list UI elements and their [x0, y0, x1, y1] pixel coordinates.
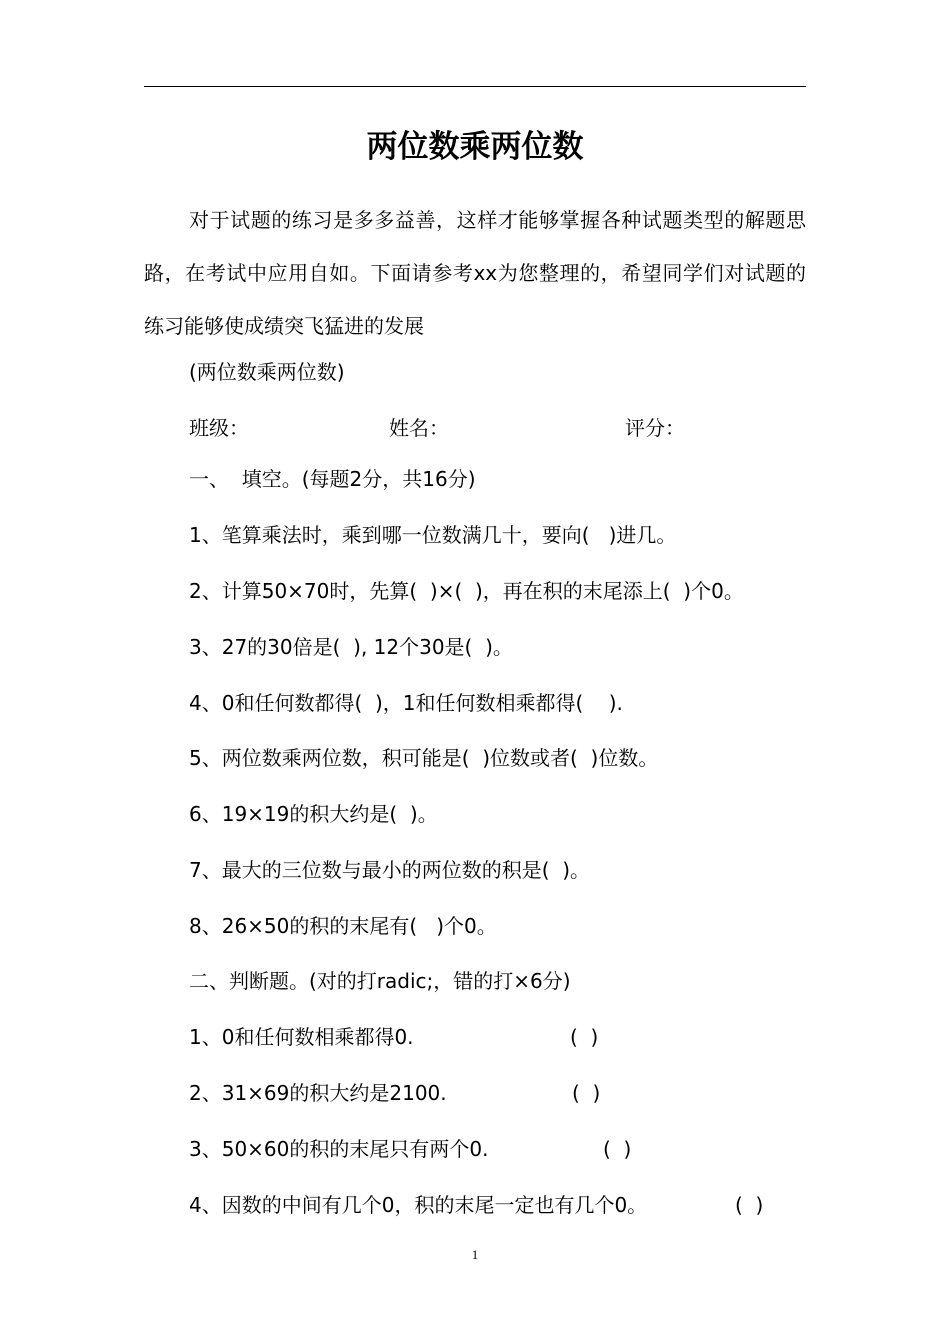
fill-question: 1、笔算乘法时，乘到哪一位数满几十，要向( )进几。 — [189, 523, 677, 547]
subtitle: (两位数乘两位数) — [189, 360, 345, 384]
judge-question: 2、31×69的积大约是2100. — [189, 1081, 447, 1105]
intro-paragraph: 对于试题的练习是多多益善，这样才能够掌握各种试题类型的解题思路，在考试中应用自如。下面请参考xx为您整理的，希望同学们对试题的练习能够使成绩突飞猛进的发展 — [144, 208, 806, 338]
fill-question: 3、27的30倍是( ), 12个30是( )。 — [189, 635, 513, 659]
judge-question: 1、0和任何数相乘都得0. — [189, 1025, 414, 1049]
document-title: 两位数乘两位数 — [366, 129, 584, 165]
judge-answer-paren: ( ) — [570, 1025, 599, 1049]
fill-question: 6、19×19的积大约是( )。 — [189, 802, 438, 826]
section2-heading: 二、判断题。(对的打radic;，错的打×6分) — [189, 969, 571, 993]
fill-question: 2、计算50×70时，先算( )×( )，再在积的末尾添上( )个0。 — [189, 579, 744, 603]
judge-answer-paren: ( ) — [735, 1193, 764, 1217]
judge-question: 3、50×60的积的末尾只有两个0. — [189, 1137, 489, 1161]
section1-heading: 一、 填空。(每题2分，共16分) — [189, 467, 476, 491]
judge-answer-paren: ( ) — [603, 1137, 632, 1161]
page-number: 1 — [471, 1247, 479, 1262]
header-rule — [144, 86, 806, 87]
class-label: 班级： — [189, 416, 249, 440]
score-label: 评分： — [625, 416, 685, 440]
name-label: 姓名： — [389, 416, 449, 440]
fill-question: 7、最大的三位数与最小的两位数的积是( )。 — [189, 858, 591, 882]
fill-question: 4、0和任何数都得( )，1和任何数相乘都得( ). — [189, 691, 623, 715]
fill-question: 8、26×50的积的末尾有( )个0。 — [189, 914, 497, 938]
judge-question: 4、因数的中间有几个0，积的末尾一定也有几个0。 — [189, 1193, 648, 1217]
judge-answer-paren: ( ) — [572, 1081, 601, 1105]
fill-question: 5、两位数乘两位数，积可能是( )位数或者( )位数。 — [189, 746, 659, 770]
